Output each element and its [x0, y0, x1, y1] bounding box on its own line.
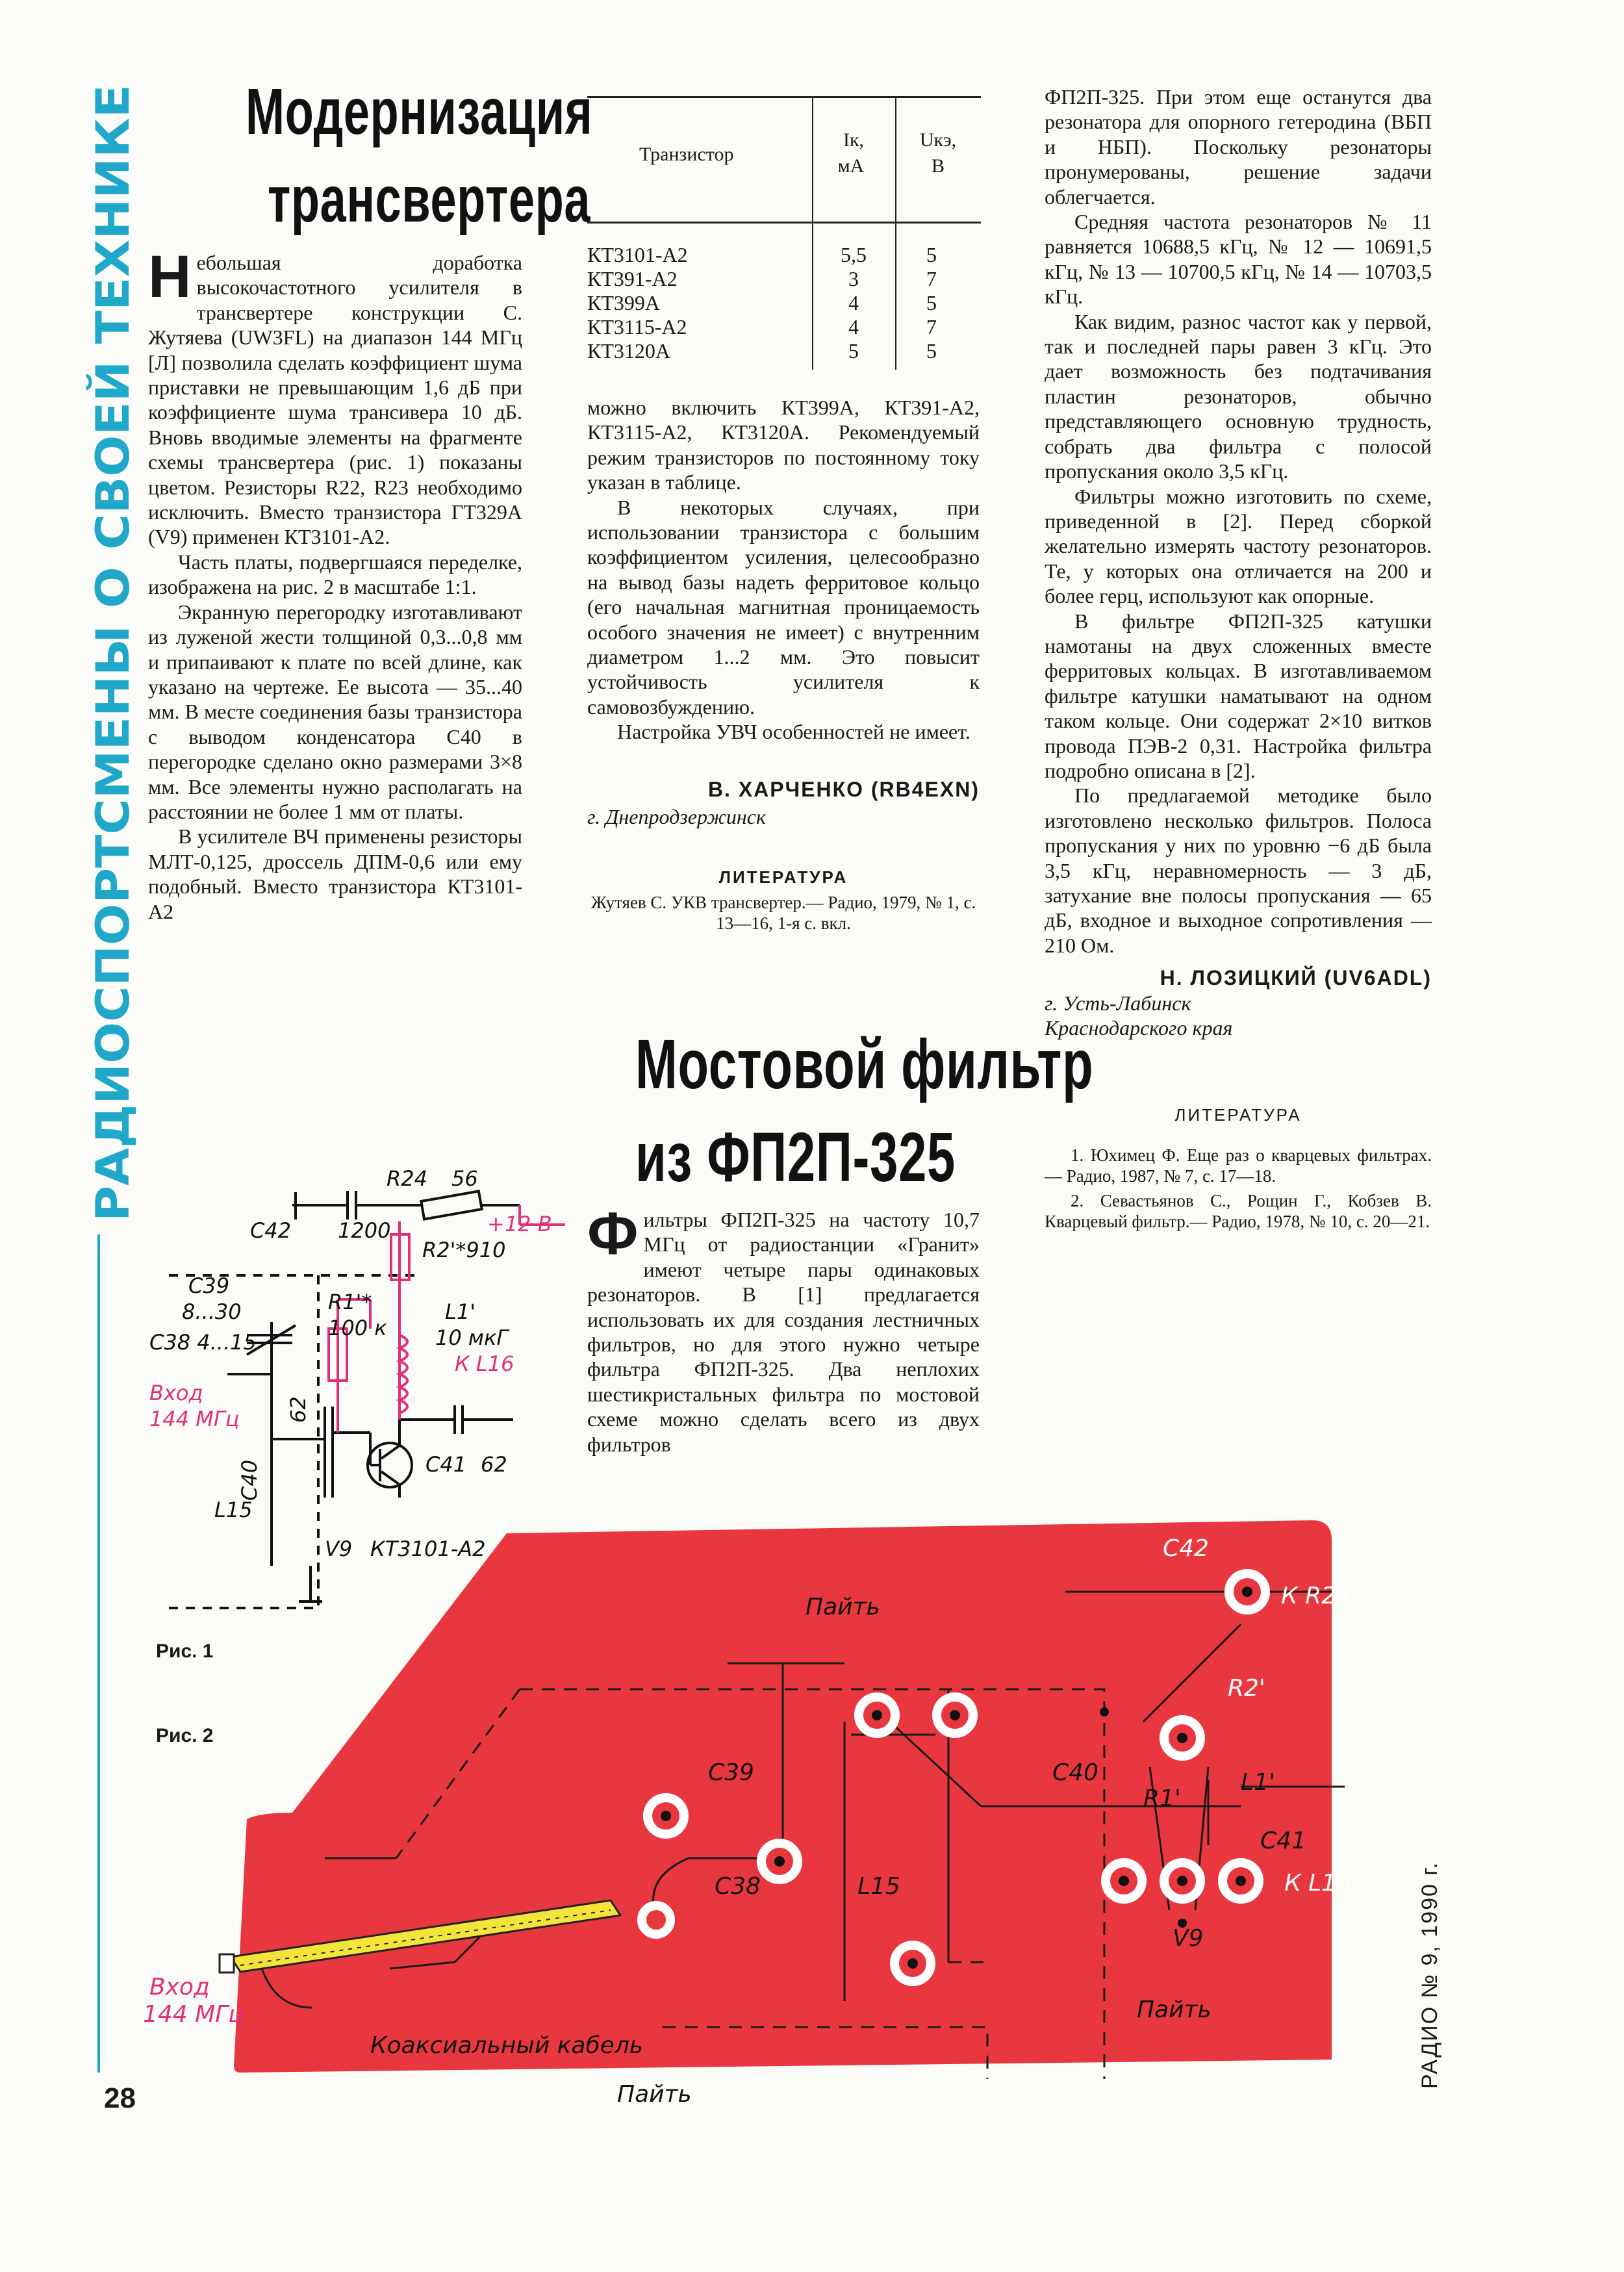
- article1-literature: Жутяев С. УКВ трансвертер.— Радио, 1979, № 1, с. 13—16, 1-я с. вкл.: [590, 892, 976, 933]
- article1-literature-title: ЛИТЕРАТУРА: [718, 867, 848, 887]
- fig2-c42: C42: [1163, 1535, 1209, 1562]
- article1-dropcap: Н: [148, 244, 192, 310]
- article2-column2: [1045, 84, 1432, 1232]
- article2-p4: Как видим, разнос частот как у первой, так и последней пары равен 3 кГц. Это дает возможность без подтачивания пластин резонаторов, обычно представляющего основную трудность, собрать два фильтра с полосой пропускания около 3,5 кГц.: [1045, 309, 1432, 483]
- article2-p1: ильтры ФП2П-325 на частоту 10,7 МГц от радиостанции «Гранит» имеют четыре пары одинаковых резонаторов. В [1] предлагается использовать их для создания лестничных фильтров, но для этого нужно четыре фильтра ФП2П-325. Два неплохих шестикристальных фильтра по мостовой схеме можно сделать всего из двух фильтров: [587, 1208, 980, 1456]
- fig2-c39: C39: [708, 1759, 754, 1786]
- fig1-v9-type: КТ3101-А2: [370, 1537, 486, 1561]
- fig1-c40: C40: [237, 1459, 262, 1501]
- fig1-r1: R1'*: [328, 1290, 372, 1314]
- fig1-v9: V9: [325, 1537, 353, 1561]
- fig2-r2: R2': [1228, 1675, 1265, 1702]
- article1-p5: можно включить КТ399А, КТ391-А2, КТ3115-А2, КТ3120А. Рекомендуемый режим транзисторов по постоянному току указан в таблице.: [587, 396, 980, 494]
- article2-p6: В фильтре ФП2П-325 катушки намотаны на двух сложенных вместе ферритовых кольцах. В изготавливаемом фильтре катушки наматывают на одном таком кольце. Они содержат 2×10 витков провода ПЭВ-2 0,31. Настройка фильтра подробно описана в [2].: [1045, 609, 1432, 782]
- table-row: КТ3120А 5 5: [587, 339, 937, 363]
- fig2-l15: L15: [857, 1873, 900, 1900]
- fig2-c40: C40: [1052, 1759, 1098, 1786]
- article2-p3: Средняя частота резонаторов № 11 равняется 10688,5 кГц, № 12 — 10691,5 кГц, № 13 — 10700,5 кГц, № 14 — 10703,5 кГц.: [1045, 210, 1432, 309]
- fig1-c42: C42: [250, 1218, 292, 1243]
- article1-p4: В усилителе ВЧ применены резисторы МЛТ-0,125, дроссель ДПМ-0,6 или ему подобный. Вместо транзистора КТ3101-А2: [148, 824, 522, 923]
- fig1-l15: L15: [214, 1498, 253, 1522]
- figure1-caption: Рис. 1: [156, 1640, 214, 1662]
- fig1-c41: C41: [425, 1452, 467, 1477]
- fig1-r24-value: 56: [451, 1166, 478, 1191]
- fig2-payat2: Пайть: [1137, 1997, 1212, 2023]
- article2-title-line2: из ФП2П-325: [635, 1117, 956, 1196]
- fig1-r2: R2'*910: [422, 1238, 506, 1262]
- figure2-board: [143, 1494, 1351, 2112]
- section-title: [78, 78, 143, 1221]
- fig1-c40-value: 62: [286, 1396, 311, 1423]
- fig1-l1: L1': [445, 1299, 476, 1324]
- fig1-c41-value: 62: [481, 1452, 507, 1477]
- table-header: [587, 96, 981, 223]
- table-header-ik-unit: мА: [837, 155, 865, 177]
- side-rule: [97, 1234, 100, 2073]
- table-row: КТ3115-А2 4 7: [587, 315, 937, 338]
- fig2-kl16: К L16: [1284, 1870, 1351, 1896]
- fig1-c38: C38 4...15: [149, 1330, 257, 1355]
- fig1-c42-value: 1200: [338, 1218, 391, 1243]
- article1-p3: Экранную перегородку изготавливают из луженой жести толщиной 0,3...0,8 мм и припаивают к плате по всей длине, как указано на чертеже. Ее высота — 35...40 мм. В месте соединения базы транзистора с выводом конденсатора С40 в перегородке сделано окно размерами 3×8 мм. Все элементы нужно располагать на расстоянии не более 1 мм от платы.: [148, 600, 522, 823]
- fig2-coax-label: Коаксиальный кабель: [370, 2032, 644, 2059]
- article1-author: В. ХАРЧЕНКО (RB4EXN): [707, 777, 980, 801]
- article1-p7: Настройка УВЧ особенностей не имеет.: [617, 720, 971, 744]
- fig1-plus12: +12 В: [487, 1212, 552, 1236]
- article2-place1: г. Усть-Лабинск: [1045, 991, 1191, 1015]
- fig2-input-label: Вход: [149, 1974, 210, 2000]
- table-header-ik: Iк,: [843, 129, 865, 151]
- table-body: [587, 223, 981, 370]
- page-number: 28: [104, 2082, 136, 2114]
- fig1-c39-value: 8...30: [182, 1299, 242, 1324]
- fig1-r24: R24: [387, 1166, 427, 1191]
- fig1-c39: C39: [188, 1273, 230, 1298]
- article2-literature-title: ЛИТЕРАТУРА: [1174, 1105, 1302, 1125]
- article2-title-line1: Мостовой фильтр: [635, 1025, 1094, 1103]
- article2-author: Н. ЛОЗИЦКИЙ (UV6ADL): [1160, 966, 1432, 990]
- article2-p2: ФП2П-325. При этом еще останутся два резонатора для опорного гетеродина (ВБП и НБП). Поскольку резонаторы пронумерованы, решение задачи облегчается.: [1045, 85, 1432, 209]
- fig2-c41: C41: [1260, 1828, 1306, 1854]
- fig2-r1: R1': [1143, 1785, 1181, 1812]
- article1-place: г. Днепродзержинск: [587, 805, 766, 829]
- article1-p1: ебольшая доработка высокочастотного усилителя в трансвертере конструкции С. Жутяева (UW3FL) на диапазон 144 МГц [Л] позволила сделать коэффициент шума приставки не превышающим 1,6 дБ при коэффициенте шума трансивера 10 дБ. Вновь вводимые элементы на фрагменте схемы трансвертера (рис. 1) показаны цветом. Резисторы R22, R23 необходимо исключить. Вместо транзистора ГТ329А (V9) применен КТ3101-А2.: [148, 251, 522, 549]
- article2-literature-1: 1. Юхимец Ф. Еще раз о кварцевых фильтрах.— Радио, 1987, № 7, с. 17—18.: [1045, 1145, 1432, 1186]
- fig2-l1: L1': [1241, 1769, 1275, 1796]
- fig2-kr24: К R24: [1281, 1583, 1351, 1609]
- section-title-text: РАДИОСПОРТСМЕНЫ О СВОЕЙ ТЕХНИКЕ: [86, 162, 140, 1221]
- table-row: КТ399А 4 5: [587, 291, 937, 314]
- fig1-input-label: Вход: [149, 1381, 203, 1405]
- fig2-payat3: Пайть: [617, 2081, 692, 2108]
- issue-label: РАДИО № 9, 1990 г.: [1417, 1861, 1442, 2089]
- table-header-uke: Uкэ,: [919, 129, 957, 151]
- article1-column2: [587, 395, 980, 934]
- fig1-l1-value: 10 мкГ: [435, 1325, 509, 1350]
- fig1-r1-value: 100 к: [328, 1316, 387, 1340]
- article2-p7: По предлагаемой методике было изготовлено несколько фильтров. Полоса пропускания у них по уровню −6 дБ была 3,5 кГц, неравномерность — 3 дБ, затухание вне полосы пропускания — 65 дБ, входное и выходное сопротивления — 210 Ом.: [1045, 784, 1432, 957]
- figure2-caption: Рис. 2: [156, 1725, 214, 1746]
- article2-literature-2: 2. Севастьянов С., Рощин Г., Кобзев В. Кварцевый фильтр.— Радио, 1978, № 10, с. 20—21.: [1045, 1190, 1432, 1231]
- table-row: КТ3101-А2 5,5 5: [587, 243, 937, 266]
- section-title-svg: [78, 78, 143, 1221]
- table-header-uke-unit: В: [931, 155, 945, 177]
- article1-p6: В некоторых случаях, при использовании транзистора с большим коэффициентом усиления, целесообразно на вывод базы надеть ферритовое кольцо (его начальная магнитная проницаемость особого значения не имеет) с внутренним диаметром 1...2 мм. Это повысит устойчивость усилителя к самовозбуждению.: [587, 495, 980, 719]
- article1-title-line2: трансвертера: [268, 163, 591, 236]
- article2-column1: [587, 1201, 980, 1457]
- table-header-transistor: Транзистор: [639, 144, 734, 165]
- fig2-c38: C38: [715, 1873, 761, 1900]
- article1-title-line1: Модернизация: [246, 75, 593, 148]
- article2-p5: Фильтры можно изготовить по схеме, приведенной в [2]. Перед сборкой желательно измерять частоту резонаторов. Те, у которых она отличается на 200 и более герц, используют как опорные.: [1045, 484, 1432, 608]
- article1-column1: [148, 244, 522, 924]
- article2-place2: Краснодарского края: [1045, 1016, 1233, 1040]
- fig1-kl16: К L16: [455, 1351, 514, 1376]
- article2-dropcap: Ф: [587, 1201, 639, 1267]
- fig2-v9: V9: [1173, 1925, 1204, 1952]
- transistor-table: [587, 96, 981, 370]
- fig2-payat1: Пайть: [806, 1594, 880, 1620]
- table-row: КТ391-А2 3 7: [587, 267, 937, 290]
- fig1-input-freq: 144 МГц: [149, 1407, 240, 1431]
- article1-p2: Часть платы, подвергшаяся переделке, изображена на рис. 2 в масштабе 1:1.: [148, 550, 522, 599]
- fig2-input-freq: 144 МГц: [143, 2001, 244, 2028]
